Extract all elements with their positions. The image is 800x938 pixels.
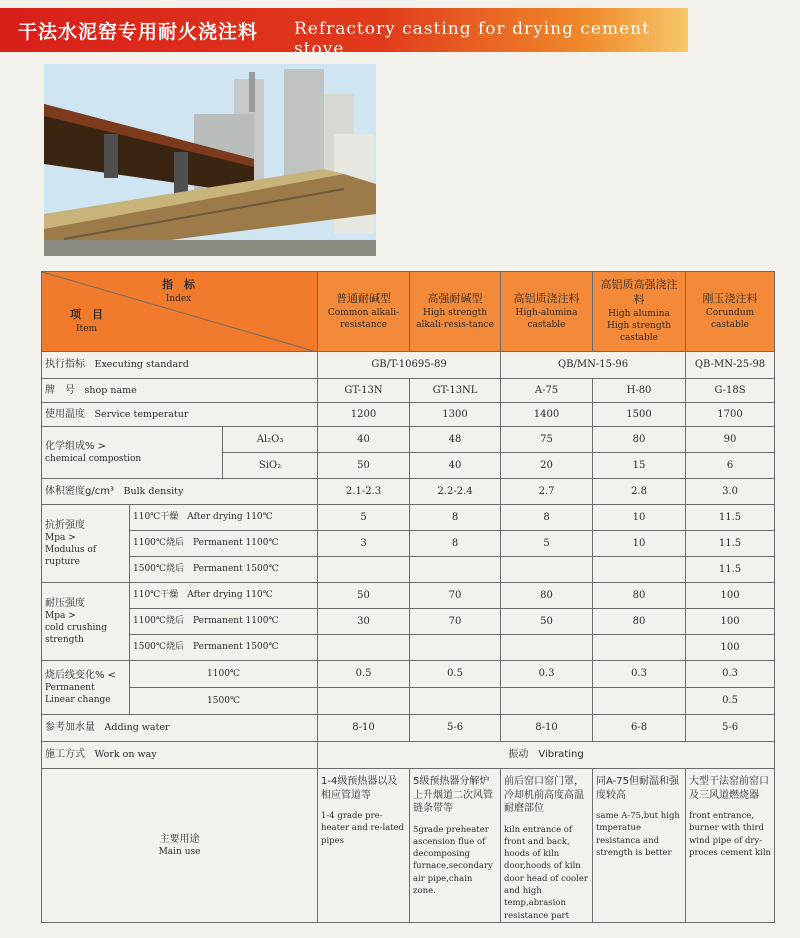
use-cell: 同A-75但耐温和强度较高 same A-75,but high tmperatue resistanca and strength is better [593,769,686,923]
value-standard-2: QB/MN-15-96 [501,352,686,379]
kiln-photo [44,64,376,256]
title-en: Refractory casting for drying cement stove [294,19,650,59]
label-use: 主要用途 Main use [42,769,318,923]
product-header-5: 刚玉浇注料 Corundum castable [686,272,775,352]
row-use [42,769,775,923]
sublabel-rupture-110: 110℃干燥 After drying 110℃ [130,505,318,531]
value-cell: 1700 [686,403,775,427]
value-cell: 8 [501,505,593,531]
title-cn: 干法水泥窑专用耐火浇注料 [18,21,259,43]
row-linear-1500 [42,688,775,715]
sublabel-linear-1100: 1100℃ [130,661,318,688]
label-chem: 化学组成% > chemical compostion [42,427,223,479]
value-cell: 20 [501,453,593,479]
value-cell: 0.3 [501,661,593,688]
empty-cell [410,557,501,583]
header-item-cn: 项 目 [70,308,103,321]
value-standard-1: GB/T-10695-89 [318,352,501,379]
value-cell: 11.5 [686,531,775,557]
value-cell: 5 [318,505,410,531]
empty-cell [501,557,593,583]
spec-table [41,271,775,923]
value-cell: 11.5 [686,505,775,531]
sublabel-linear-1500: 1500℃ [130,688,318,715]
value-cell: 1300 [410,403,501,427]
row-rupture-110 [42,505,775,531]
label-water: 参考加水量 Adding water [42,715,318,742]
use-cell: 大型干法窑前窑口及三风道燃烧器 front entrance, burner with third wind pipe of dry-proces cement kiln [686,769,775,923]
row-temp [42,403,775,427]
value-cell: 8-10 [501,715,593,742]
use-cell: 前后窑口窑门罩，冷却机前高度高温耐磨部位 kiln entrance of front and back, hoods of kiln door,hoods of kiln door head of cooler and high temp,abrasion resistance part [501,769,593,923]
row-brand [42,379,775,403]
value-cell: 70 [410,609,501,635]
row-work [42,742,775,769]
value-cell: 2.1-2.3 [318,479,410,505]
value-cell: G-18S [686,379,775,403]
value-cell: GT-13N [318,379,410,403]
sublabel-rupture-1100: 1100℃烧后 Permanent 1100℃ [130,531,318,557]
value-cell: 8-10 [318,715,410,742]
value-cell: H-80 [593,379,686,403]
value-cell: 8 [410,505,501,531]
use-cell: 1-4级预热器以及相应管道等 1-4 grade pre-heater and re-lated pipes [318,769,410,923]
product-header-2: 高强耐碱型 High strength alkali-resis-tance [410,272,501,352]
header-index-item-cell [42,272,318,352]
value-cell: GT-13NL [410,379,501,403]
product-header-3: 高铝质浇注料 High-alumina castable [501,272,593,352]
empty-cell [501,688,593,715]
value-cell: 2.8 [593,479,686,505]
rotary-kiln-illustration [44,64,376,256]
value-cell: 80 [593,583,686,609]
row-crush-1500 [42,635,775,661]
value-cell: 80 [501,583,593,609]
value-cell: 0.5 [318,661,410,688]
value-cell: 15 [593,453,686,479]
header-index-en: Index [165,293,192,304]
value-cell: 6 [686,453,775,479]
sublabel-crush-1500: 1500℃烧后 Permanent 1500℃ [130,635,318,661]
value-cell: 50 [501,609,593,635]
value-cell: 6-8 [593,715,686,742]
product-header-4: 高铝质高强浇注料 High alumina High strength castable [593,272,686,352]
header-row [42,272,775,352]
value-cell: 70 [410,583,501,609]
value-standard-3: QB-MN-25-98 [686,352,775,379]
empty-cell [410,688,501,715]
label-standard: 执行指标 Executing standard [42,352,318,379]
value-cell: 100 [686,583,775,609]
value-cell: A-75 [501,379,593,403]
value-cell: 1500 [593,403,686,427]
row-rupture-1100 [42,531,775,557]
label-brand: 牌 号 shop name [42,379,318,403]
row-linear-1100 [42,661,775,688]
value-cell: 75 [501,427,593,453]
empty-cell [318,557,410,583]
sublabel-crush-110: 110℃干燥 After drying 110℃ [130,583,318,609]
value-work: 振动 Vibrating [318,742,775,769]
value-cell: 90 [686,427,775,453]
label-density: 体积密度g/cm³ Bulk density [42,479,318,505]
value-cell: 100 [686,635,775,661]
value-cell: 5-6 [686,715,775,742]
value-cell: 100 [686,609,775,635]
row-chem-al [42,427,775,453]
value-cell: 80 [593,427,686,453]
empty-cell [593,557,686,583]
label-work: 施工方式 Work on way [42,742,318,769]
empty-cell [410,635,501,661]
value-cell: 0.5 [686,688,775,715]
title-banner [0,8,688,59]
value-cell: 10 [593,505,686,531]
label-al2o3: Al₂O₃ [223,427,318,453]
value-cell: 2.2-2.4 [410,479,501,505]
value-cell: 8 [410,531,501,557]
label-crush: 耐压强度 Mpa > cold crushing strength [42,583,130,661]
empty-cell [593,688,686,715]
value-cell: 48 [410,427,501,453]
value-cell: 1400 [501,403,593,427]
header-index-cn: 指 标 [162,278,195,291]
sublabel-rupture-1500: 1500℃烧后 Permanent 1500℃ [130,557,318,583]
value-cell: 1200 [318,403,410,427]
value-cell: 80 [593,609,686,635]
empty-cell [318,635,410,661]
header-item-en: Item [75,323,98,334]
label-linear: 烧后线变化% < Permanent Linear change [42,661,130,715]
empty-cell [318,688,410,715]
value-cell: 0.5 [410,661,501,688]
product-header-1: 普通耐碱型 Common alkali-resistance [318,272,410,352]
label-sio2: SiO₂ [223,453,318,479]
row-standard [42,352,775,379]
row-density [42,479,775,505]
value-cell: 30 [318,609,410,635]
row-crush-110 [42,583,775,609]
use-cell: 5级预热器分解炉上升烟道二次风管链条带等 5grade preheater ascension flue of decomposing furnace,secondary air pipe,chain zone. [410,769,501,923]
empty-cell [593,635,686,661]
value-cell: 3 [318,531,410,557]
value-cell: 11.5 [686,557,775,583]
label-temp: 使用温度 Service temperatur [42,403,318,427]
value-cell: 40 [318,427,410,453]
row-water [42,715,775,742]
value-cell: 5 [501,531,593,557]
row-crush-1100 [42,609,775,635]
row-rupture-1500 [42,557,775,583]
value-cell: 40 [410,453,501,479]
sublabel-crush-1100: 1100℃烧后 Permanent 1100℃ [130,609,318,635]
label-rupture: 抗折强度 Mpa > Modulus of rupture [42,505,130,583]
value-cell: 50 [318,583,410,609]
empty-cell [501,635,593,661]
value-cell: 0.3 [686,661,775,688]
value-cell: 10 [593,531,686,557]
value-cell: 0.3 [593,661,686,688]
value-cell: 3.0 [686,479,775,505]
value-cell: 5-6 [410,715,501,742]
value-cell: 2.7 [501,479,593,505]
value-cell: 50 [318,453,410,479]
